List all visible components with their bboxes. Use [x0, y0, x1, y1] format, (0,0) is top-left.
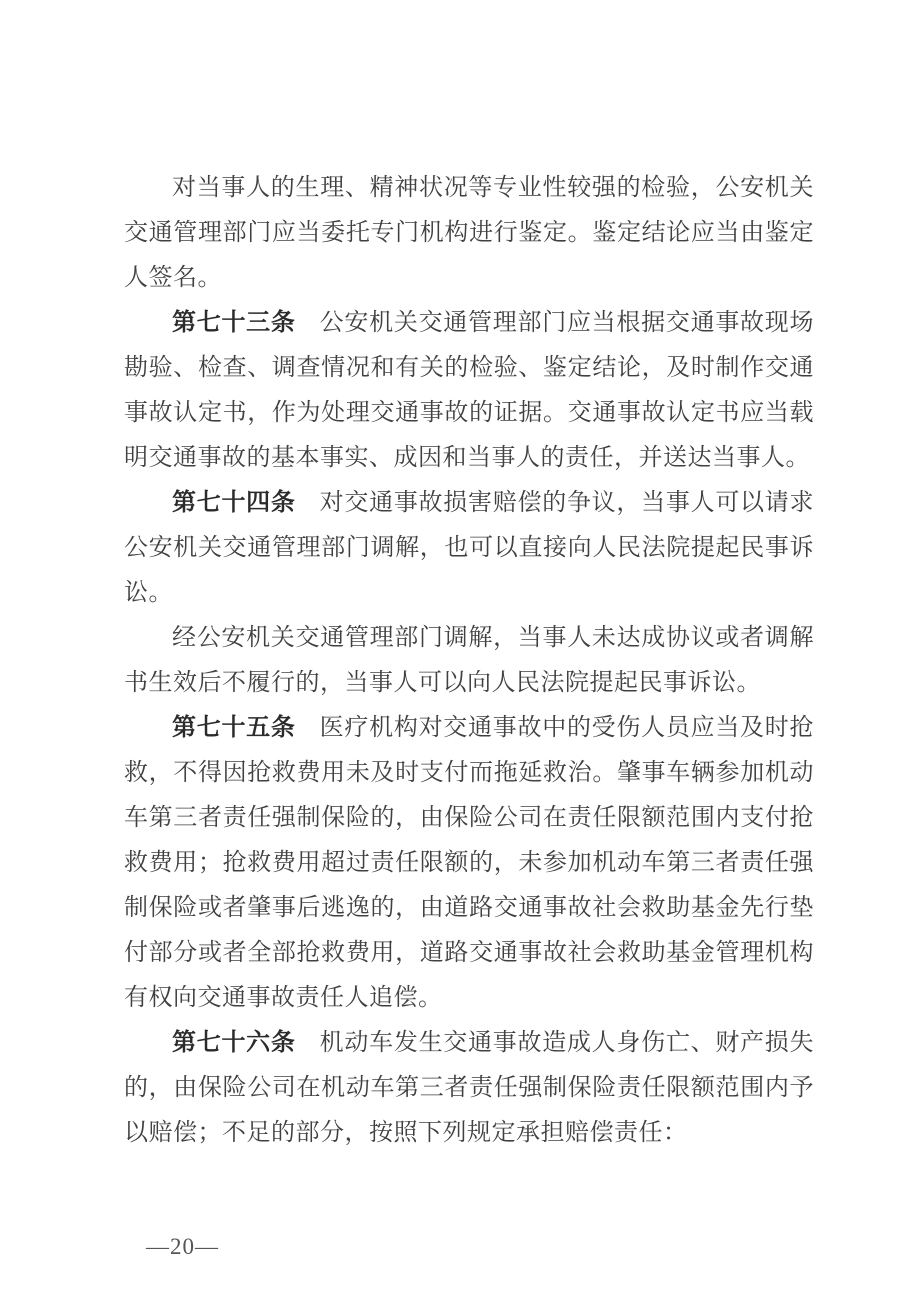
paragraph-text: 对当事人的生理、精神状况等专业性较强的检验，公安机关交通管理部门应当委托专门机构进行鉴定。鉴定结论应当由鉴定人签名。 — [124, 175, 814, 291]
paragraph-expert-examination — [124, 166, 814, 301]
paragraph-article-76 — [124, 1021, 814, 1156]
paragraph-article-75 — [124, 706, 814, 1021]
document-body — [124, 166, 814, 1156]
paragraph-text: 对交通事故损害赔偿的争议，当事人可以请求公安机关交通管理部门调解，也可以直接向人民法院提起民事诉讼。 — [124, 490, 815, 606]
paragraph-text: 机动车发生交通事故造成人身伤亡、财产损失的，由保险公司在机动车第三者责任强制保险责任限额范围内予以赔偿；不足的部分，按照下列规定承担赔偿责任： — [124, 1030, 815, 1146]
paragraph-article-73 — [124, 301, 814, 481]
paragraph-mediation — [124, 616, 814, 706]
paragraph-text: 经公安机关交通管理部门调解，当事人未达成协议或者调解书生效后不履行的，当事人可以向人民法院提起民事诉讼。 — [124, 625, 814, 696]
page-number: —20— — [146, 1234, 219, 1259]
article-number-label: 第七十六条 — [172, 1030, 296, 1056]
paragraph-text: 公安机关交通管理部门应当根据交通事故现场勘验、检查、调查情况和有关的检验、鉴定结论，及时制作交通事故认定书，作为处理交通事故的证据。交通事故认定书应当载明交通事故的基本事实、成因和当事人的责任，并送达当事人。 — [124, 310, 815, 471]
article-number-label: 第七十四条 — [172, 490, 296, 516]
paragraph-article-74 — [124, 481, 814, 616]
article-number-label: 第七十三条 — [172, 310, 296, 336]
paragraph-text: 医疗机构对交通事故中的受伤人员应当及时抢救，不得因抢救费用未及时支付而拖延救治。肇事车辆参加机动车第三者责任强制保险的，由保险公司在责任限额范围内支付抢救费用；抢救费用超过责任限额的，未参加机动车第三者责任强制保险或者肇事后逃逸的，由道路交通事故社会救助基金先行垫付部分或者全部抢救费用，道路交通事故社会救助基金管理机构有权向交通事故责任人追偿。 — [124, 715, 815, 1011]
article-number-label: 第七十五条 — [172, 715, 296, 741]
